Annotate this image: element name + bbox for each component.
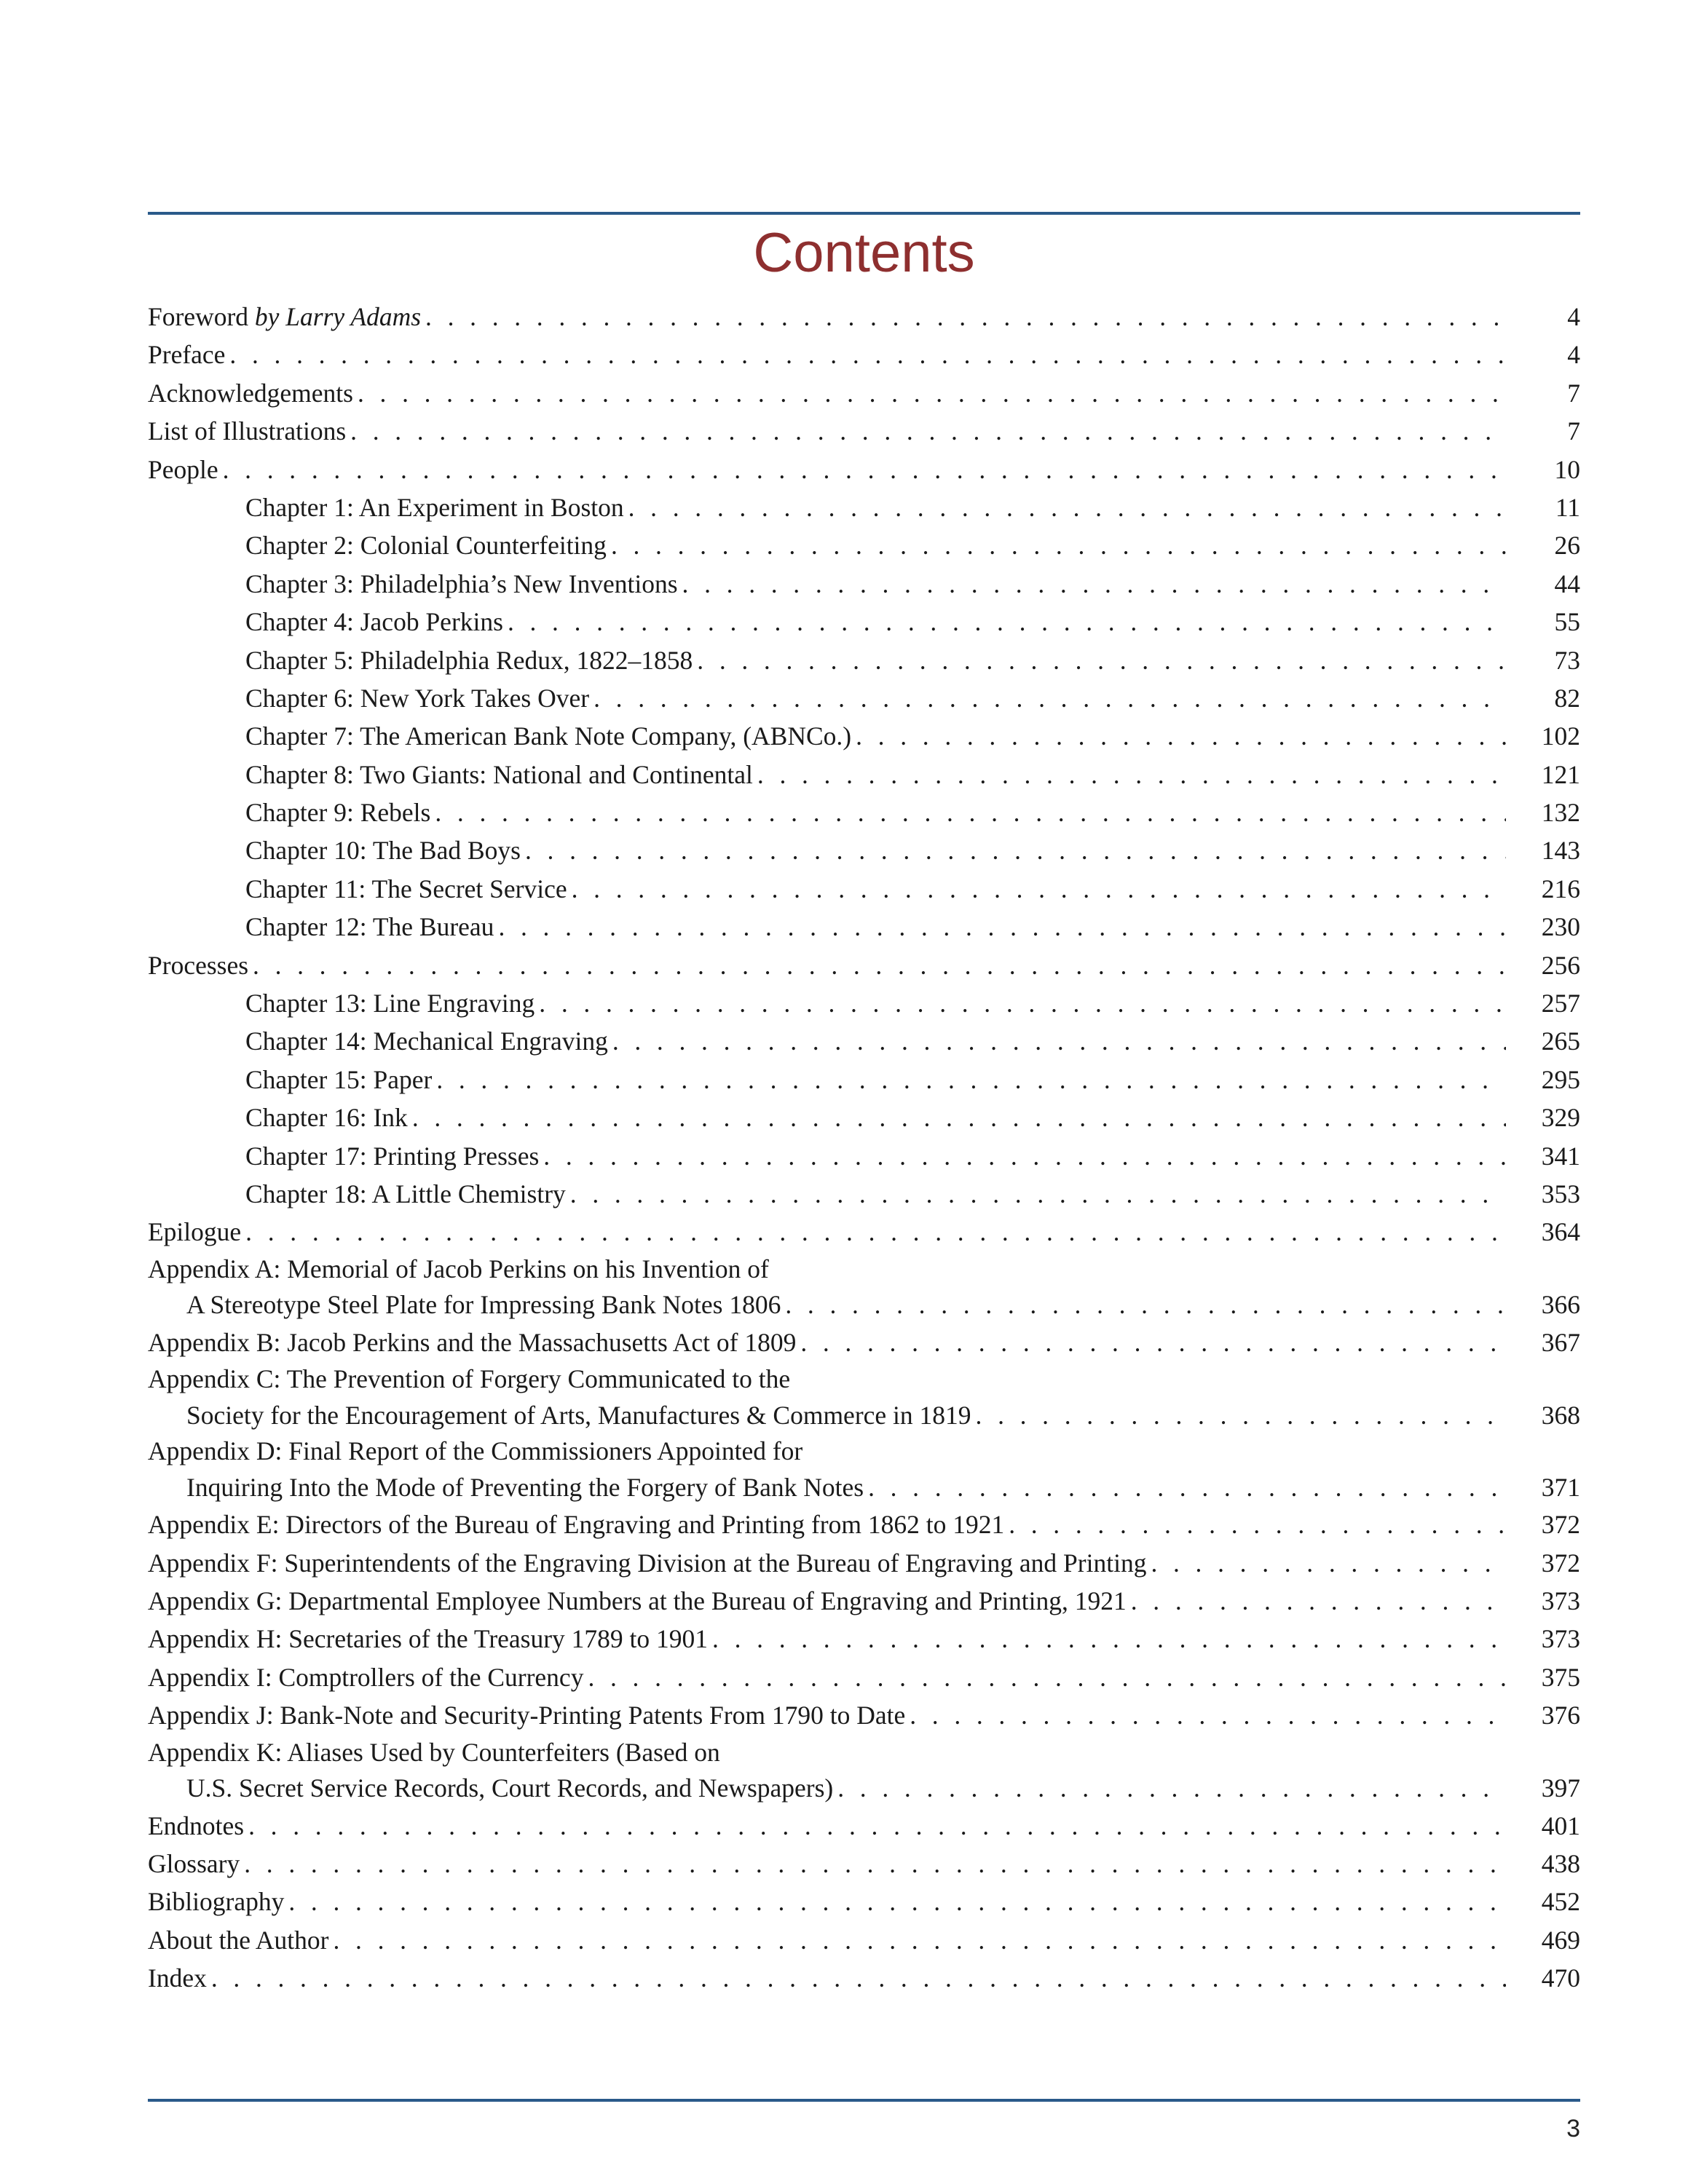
leader-dots bbox=[1151, 1544, 1506, 1582]
toc-entry-appendix-f[interactable] bbox=[148, 1544, 1580, 1582]
leader-dots bbox=[525, 831, 1506, 869]
leader-dots bbox=[412, 1099, 1506, 1136]
toc-page-number: 367 bbox=[1541, 1327, 1580, 1357]
toc-entry-epilogue[interactable] bbox=[148, 1213, 1580, 1251]
toc-entry-label: Chapter 15: Paper bbox=[245, 1064, 433, 1094]
toc-page-number: 371 bbox=[1541, 1472, 1580, 1502]
leader-dots bbox=[856, 717, 1506, 755]
toc-entry-label: Chapter 8: Two Giants: National and Continental bbox=[245, 759, 753, 789]
toc-page-number: 469 bbox=[1541, 1925, 1580, 1955]
toc-entry-label: Chapter 12: The Bureau bbox=[245, 912, 494, 942]
leader-dots bbox=[350, 412, 1506, 450]
leader-dots bbox=[611, 526, 1506, 564]
toc-page-number: 265 bbox=[1541, 1026, 1580, 1056]
toc-entry-chapter-6[interactable] bbox=[148, 679, 1580, 717]
toc-entry-label: Appendix A: Memorial of Jacob Perkins on his Invention of bbox=[148, 1254, 769, 1283]
toc-entry-appendix-c[interactable] bbox=[148, 1361, 1580, 1433]
leader-dots bbox=[837, 1770, 1506, 1807]
toc-page-number: 257 bbox=[1541, 989, 1580, 1018]
toc-page-number: 82 bbox=[1554, 683, 1580, 713]
leader-dots bbox=[757, 756, 1506, 794]
toc-page-number: 44 bbox=[1554, 569, 1580, 598]
toc-entry-about-the-author[interactable] bbox=[148, 1921, 1580, 1959]
toc-entry-label: Chapter 4: Jacob Perkins bbox=[245, 607, 503, 637]
toc-entry-processes[interactable] bbox=[148, 946, 1580, 984]
toc-page-number: 10 bbox=[1554, 454, 1580, 484]
toc-entry-chapter-5[interactable] bbox=[148, 641, 1580, 679]
leader-dots bbox=[570, 1175, 1506, 1213]
toc-entry-label: Chapter 14: Mechanical Engraving bbox=[245, 1026, 608, 1056]
toc-entry-label: Acknowledgements bbox=[148, 378, 353, 408]
toc-page-number: 55 bbox=[1554, 607, 1580, 637]
toc-page-number: 73 bbox=[1554, 645, 1580, 675]
toc-entry-label: Appendix F: Superintendents of the Engraving Division at the Bureau of Engraving and Printing bbox=[148, 1548, 1147, 1578]
toc-entry-endnotes[interactable] bbox=[148, 1807, 1580, 1845]
toc-page-number: 4 bbox=[1567, 340, 1580, 370]
toc-page-number: 376 bbox=[1541, 1701, 1580, 1730]
leader-dots bbox=[244, 1845, 1506, 1883]
toc-page-number: 102 bbox=[1541, 721, 1580, 751]
page-title: Contents bbox=[753, 222, 975, 284]
toc-entry-appendix-a[interactable] bbox=[148, 1251, 1580, 1324]
toc-entry-chapter-18[interactable] bbox=[148, 1175, 1580, 1213]
toc-entry-chapter-11[interactable] bbox=[148, 870, 1580, 908]
leader-dots bbox=[712, 1620, 1506, 1658]
leader-dots bbox=[612, 1022, 1506, 1060]
leader-dots bbox=[435, 794, 1506, 831]
toc-entry-label-continued: Inquiring Into the Mode of Preventing the Forgery of Bank Notes bbox=[186, 1472, 864, 1502]
leader-dots bbox=[333, 1921, 1506, 1959]
toc-page-number: 121 bbox=[1541, 759, 1580, 789]
toc-entry-appendix-e[interactable] bbox=[148, 1506, 1580, 1543]
leader-dots bbox=[358, 374, 1506, 412]
toc-page-number: 329 bbox=[1541, 1103, 1580, 1133]
toc-entry-label: Appendix G: Departmental Employee Numbers at the Bureau of Engraving and Printing, 1921 bbox=[148, 1586, 1127, 1615]
toc-entry-chapter-7[interactable] bbox=[148, 717, 1580, 755]
toc-entry-acknowledgements[interactable] bbox=[148, 374, 1580, 412]
toc-entry-appendix-j[interactable] bbox=[148, 1696, 1580, 1734]
leader-dots bbox=[223, 451, 1506, 488]
toc-page-number: 7 bbox=[1567, 378, 1580, 408]
leader-dots bbox=[229, 336, 1506, 373]
toc-entry-label: Appendix K: Aliases Used by Counterfeiters (Based on bbox=[148, 1737, 720, 1767]
toc-page-number: 366 bbox=[1541, 1290, 1580, 1320]
top-rule bbox=[148, 212, 1580, 215]
toc-entry-label: Appendix B: Jacob Perkins and the Massachusetts Act of 1809 bbox=[148, 1327, 797, 1357]
toc-page-number: 7 bbox=[1567, 416, 1580, 446]
toc-entry-chapter-15[interactable] bbox=[148, 1061, 1580, 1099]
leader-dots bbox=[868, 1470, 1506, 1506]
toc-entry-chapter-3[interactable] bbox=[148, 565, 1580, 603]
toc-entry-label: Appendix D: Final Report of the Commissioners Appointed for bbox=[148, 1436, 803, 1466]
leader-dots bbox=[425, 298, 1506, 336]
toc-page-number: 11 bbox=[1555, 492, 1580, 522]
page-number: 3 bbox=[1566, 2115, 1580, 2143]
toc-entry-label: Appendix J: Bank-Note and Security-Printing Patents From 1790 to Date bbox=[148, 1701, 906, 1730]
toc-entry-label: Chapter 11: The Secret Service bbox=[245, 874, 567, 903]
leader-dots bbox=[976, 1398, 1506, 1434]
toc-entry-preface[interactable] bbox=[148, 336, 1580, 373]
toc-entry-chapter-4[interactable] bbox=[148, 603, 1580, 641]
leader-dots bbox=[1009, 1506, 1506, 1543]
leader-dots bbox=[508, 603, 1506, 641]
toc-entry-chapter-17[interactable] bbox=[148, 1137, 1580, 1175]
toc-page-number: 470 bbox=[1541, 1963, 1580, 1993]
toc-entry-label: Chapter 2: Colonial Counterfeiting bbox=[245, 531, 607, 561]
leader-dots bbox=[785, 1287, 1506, 1324]
toc-entry-glossary[interactable] bbox=[148, 1845, 1580, 1883]
toc-entry-label: Preface bbox=[148, 340, 226, 370]
toc-entry-chapter-16[interactable] bbox=[148, 1099, 1580, 1136]
toc-page-number: 295 bbox=[1541, 1064, 1580, 1094]
toc-page-number: 373 bbox=[1541, 1586, 1580, 1615]
toc-entry-chapter-13[interactable] bbox=[148, 984, 1580, 1022]
toc-entry-chapter-14[interactable] bbox=[148, 1022, 1580, 1060]
toc-page-number: 452 bbox=[1541, 1887, 1580, 1917]
toc-page-number: 401 bbox=[1541, 1811, 1580, 1840]
toc-entry-appendix-i[interactable] bbox=[148, 1658, 1580, 1696]
toc-entry-label: Chapter 10: The Bad Boys bbox=[245, 836, 521, 866]
toc-page-number: 4 bbox=[1567, 302, 1580, 331]
toc-entry-label: Appendix H: Secretaries of the Treasury 1789 to 1901 bbox=[148, 1624, 709, 1654]
leader-dots bbox=[1131, 1582, 1506, 1620]
toc-entry-label: Epilogue bbox=[148, 1217, 242, 1247]
toc-page-number: 397 bbox=[1541, 1773, 1580, 1803]
leader-dots bbox=[628, 488, 1506, 526]
toc-entry-chapter-12[interactable] bbox=[148, 908, 1580, 946]
leader-dots bbox=[543, 1137, 1506, 1175]
toc-entry-chapter-10[interactable] bbox=[148, 831, 1580, 869]
toc-entry-appendix-h[interactable] bbox=[148, 1620, 1580, 1658]
toc-entry-label: Chapter 5: Philadelphia Redux, 1822–1858 bbox=[245, 645, 693, 675]
toc-page-number: 373 bbox=[1541, 1624, 1580, 1654]
toc-entry-label: Endnotes bbox=[148, 1811, 245, 1840]
toc-page-number: 132 bbox=[1541, 798, 1580, 828]
toc-entry-label: Glossary bbox=[148, 1848, 240, 1878]
leader-dots bbox=[539, 984, 1506, 1022]
toc-entry-label: Chapter 16: Ink bbox=[245, 1103, 408, 1133]
toc-entry-label: Index bbox=[148, 1963, 207, 1993]
leader-dots bbox=[436, 1061, 1506, 1099]
bottom-rule bbox=[148, 2099, 1580, 2102]
toc-entry-appendix-d[interactable] bbox=[148, 1433, 1580, 1506]
toc-page-number: 143 bbox=[1541, 836, 1580, 866]
toc-entry-label: Foreword by Larry Adams bbox=[148, 302, 422, 331]
leader-dots bbox=[248, 1807, 1506, 1845]
leader-dots bbox=[588, 1658, 1506, 1696]
toc-entry-foreword[interactable] bbox=[148, 298, 1580, 336]
leader-dots bbox=[288, 1883, 1506, 1920]
toc-entry-label: Chapter 17: Printing Presses bbox=[245, 1141, 540, 1171]
leader-dots bbox=[498, 908, 1506, 946]
leader-dots bbox=[593, 679, 1506, 717]
toc-entry-index[interactable] bbox=[148, 1959, 1580, 1997]
toc-entry-label: Chapter 6: New York Takes Over bbox=[245, 683, 590, 713]
toc-entry-label: Chapter 9: Rebels bbox=[245, 798, 431, 828]
toc-entry-appendix-g[interactable] bbox=[148, 1582, 1580, 1620]
toc-entry-label: Appendix I: Comptrollers of the Currency bbox=[148, 1662, 584, 1692]
toc-entry-chapter-8[interactable] bbox=[148, 756, 1580, 794]
toc-entry-bibliography[interactable] bbox=[148, 1883, 1580, 1920]
toc-entry-people[interactable] bbox=[148, 451, 1580, 488]
leader-dots bbox=[682, 565, 1506, 603]
toc-entry-chapter-1[interactable] bbox=[148, 488, 1580, 526]
toc-page-number: 26 bbox=[1554, 531, 1580, 561]
toc-entry-label: Chapter 13: Line Engraving bbox=[245, 989, 535, 1018]
toc-entry-label-continued: Society for the Encouragement of Arts, Manufactures & Commerce in 1819 bbox=[186, 1400, 971, 1430]
table-of-contents bbox=[148, 298, 1580, 1997]
leader-dots bbox=[253, 946, 1506, 984]
toc-entry-list-of-illustrations[interactable] bbox=[148, 412, 1580, 450]
toc-page-number: 368 bbox=[1541, 1400, 1580, 1430]
toc-page-number: 438 bbox=[1541, 1848, 1580, 1878]
leader-dots bbox=[572, 870, 1506, 908]
toc-entry-label: Processes bbox=[148, 950, 249, 980]
toc-entry-label: Appendix E: Directors of the Bureau of Engraving and Printing from 1862 to 1921 bbox=[148, 1510, 1005, 1540]
toc-entry-chapter-9[interactable] bbox=[148, 794, 1580, 831]
toc-page-number: 375 bbox=[1541, 1662, 1580, 1692]
toc-entry-label: Chapter 1: An Experiment in Boston bbox=[245, 492, 624, 522]
toc-entry-chapter-2[interactable] bbox=[148, 526, 1580, 564]
leader-dots bbox=[245, 1213, 1506, 1251]
toc-entry-label: Chapter 7: The American Bank Note Company, (ABNCo.) bbox=[245, 721, 852, 751]
toc-entry-label: Chapter 3: Philadelphia’s New Inventions bbox=[245, 569, 678, 598]
toc-page-number: 216 bbox=[1541, 874, 1580, 903]
toc-entry-label: About the Author bbox=[148, 1925, 329, 1955]
toc-page-number: 230 bbox=[1541, 912, 1580, 942]
leader-dots bbox=[211, 1959, 1506, 1997]
toc-entry-label: Chapter 18: A Little Chemistry bbox=[245, 1179, 566, 1208]
toc-entry-label-continued: A Stereotype Steel Plate for Impressing Bank Notes 1806 bbox=[186, 1290, 781, 1320]
leader-dots bbox=[800, 1324, 1506, 1361]
toc-page-number: 364 bbox=[1541, 1217, 1580, 1247]
toc-entry-label-continued: U.S. Secret Service Records, Court Records, and Newspapers) bbox=[186, 1773, 834, 1803]
toc-entry-label: People bbox=[148, 454, 218, 484]
toc-entry-appendix-k[interactable] bbox=[148, 1735, 1580, 1807]
toc-entry-label: Bibliography bbox=[148, 1887, 285, 1917]
toc-page-number: 256 bbox=[1541, 950, 1580, 980]
leader-dots bbox=[910, 1696, 1506, 1734]
toc-page-number: 341 bbox=[1541, 1141, 1580, 1171]
toc-page-number: 372 bbox=[1541, 1548, 1580, 1578]
leader-dots bbox=[697, 641, 1506, 679]
toc-entry-label: Appendix C: The Prevention of Forgery Communicated to the bbox=[148, 1364, 791, 1394]
toc-page-number: 353 bbox=[1541, 1179, 1580, 1208]
toc-page-number: 372 bbox=[1541, 1510, 1580, 1540]
toc-entry-label: List of Illustrations bbox=[148, 416, 347, 446]
toc-entry-appendix-b[interactable] bbox=[148, 1324, 1580, 1361]
